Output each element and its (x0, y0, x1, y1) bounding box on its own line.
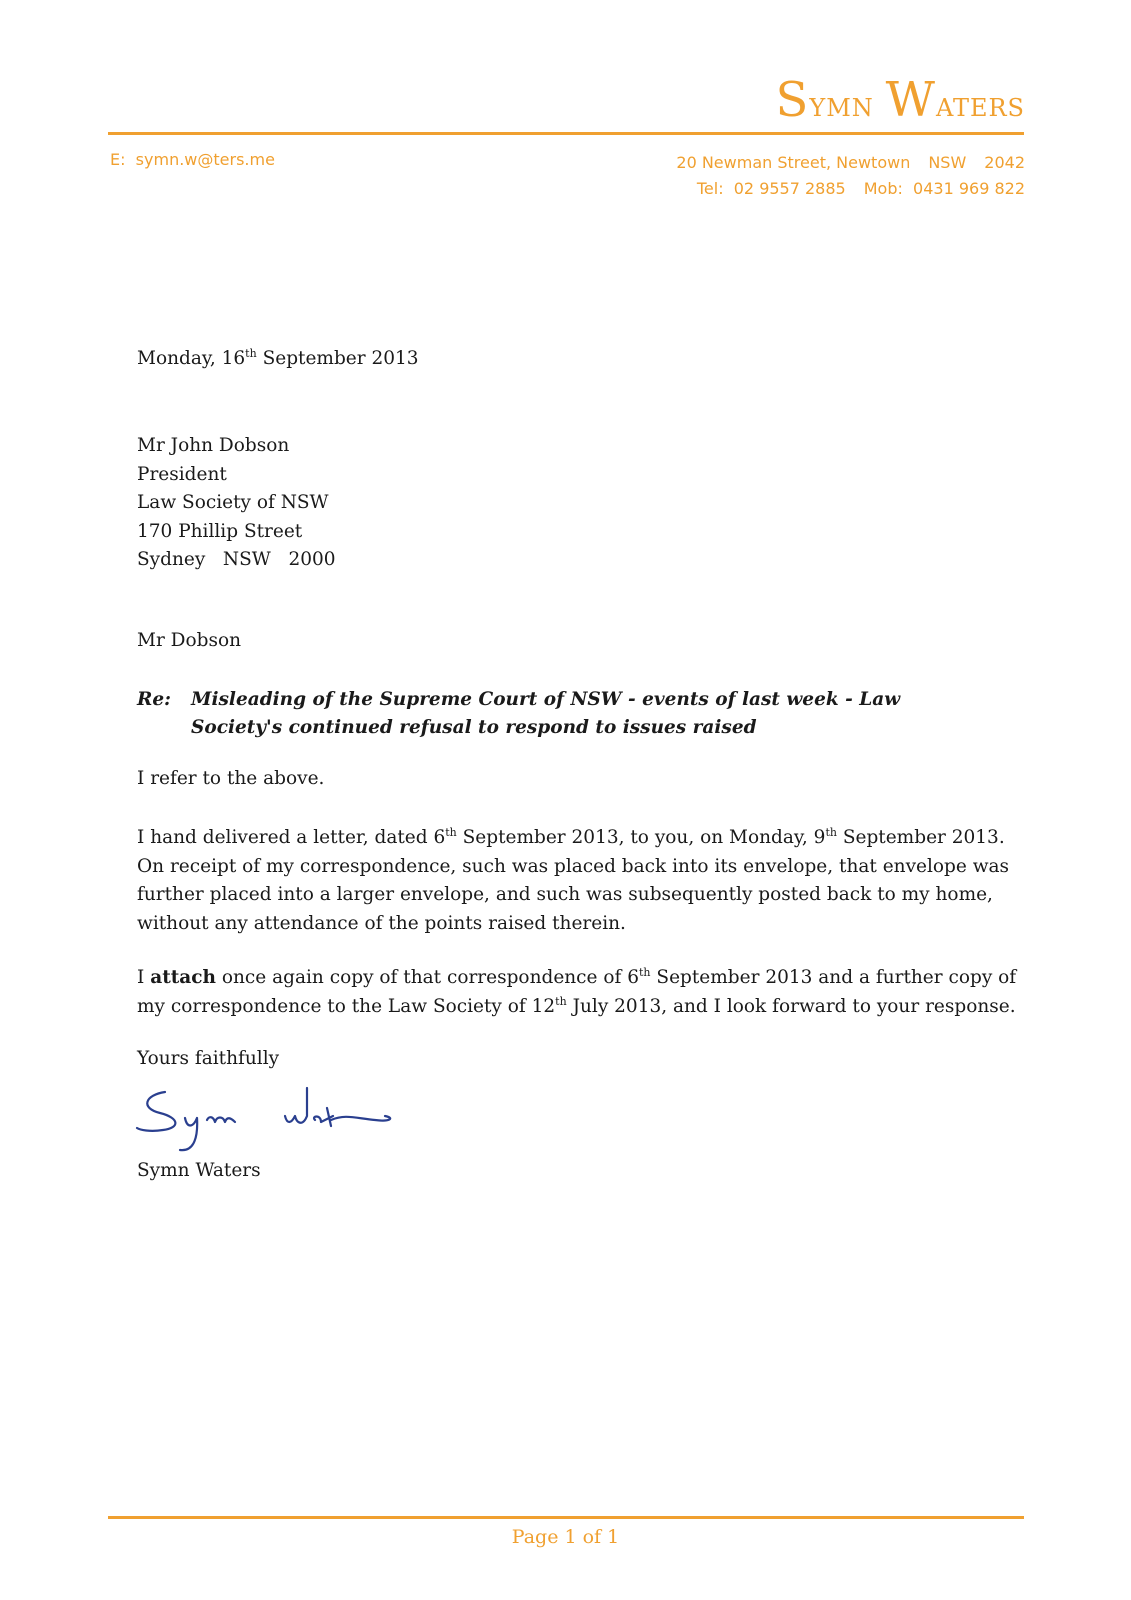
page-number: Page 1 of 1 (511, 1526, 620, 1548)
recipient-name: Mr John Dobson (137, 435, 290, 456)
recipient-org: Law Society of NSW (137, 492, 329, 513)
subject-text: Misleading of the Supreme Court of NSW - events of last week - Law Society's continued refusal to respond to issues raised (191, 689, 901, 738)
address-line (676, 150, 1025, 176)
sup: th (445, 825, 457, 839)
recipient-street: 170 Phillip Street (137, 520, 303, 542)
paragraph-1: I refer to the above. (137, 768, 325, 789)
paragraph-3 (137, 964, 1017, 1021)
postcode: 2042 (984, 153, 1025, 172)
email-label: E: (110, 150, 126, 169)
footer-divider (108, 1516, 1024, 1519)
closing: Yours faithfully (137, 1048, 280, 1069)
date-sup: th (245, 346, 257, 360)
recipient-address (137, 432, 1017, 575)
header-divider (108, 132, 1024, 135)
subject-label: Re: (137, 689, 171, 710)
sup: th (825, 825, 837, 839)
recipient-city: Sydney NSW 2000 (137, 549, 336, 570)
text: I hand delivered a letter, dated 6 (137, 827, 446, 848)
name-initial-first: S (775, 72, 810, 128)
phone-line (676, 176, 1025, 202)
letterhead-address (676, 150, 1025, 202)
text: July 2013, and I look forward to your response. (566, 995, 1016, 1017)
sup: th (555, 994, 567, 1008)
recipient-title: President (137, 463, 227, 485)
mob-label: Mob: (863, 179, 903, 198)
text: once again copy of that correspondence of 6 (215, 967, 640, 988)
email-address: symn.w@ters.me (135, 150, 275, 169)
tel-label: Tel: (696, 179, 724, 198)
date-prefix: Monday, 16 (137, 348, 246, 369)
tel-number: 02 9557 2885 (733, 179, 846, 198)
bold-text: attach (150, 967, 216, 988)
text: September 2013, to you, on Monday, 9 (456, 827, 826, 848)
street-address: 20 Newman Street, Newtown (676, 153, 911, 172)
signature-name: Symn Waters (137, 1160, 261, 1181)
subject-line (137, 686, 1017, 742)
paragraph-2 (137, 824, 1017, 938)
letterhead-name (775, 72, 1025, 128)
name-rest-first: ymn (809, 85, 874, 125)
letter-date (137, 348, 1017, 369)
date-suffix: September 2013 (256, 348, 419, 369)
state: NSW (928, 153, 967, 172)
sup: th (639, 965, 651, 979)
text: I (137, 967, 151, 988)
name-rest-last: aters (935, 85, 1025, 125)
text: September 2013 and a further copy of my correspondence to the Law Society of 12 (137, 967, 1017, 1017)
letterhead-email (110, 150, 275, 169)
salutation: Mr Dobson (137, 630, 242, 651)
handwritten-signature (135, 1080, 435, 1170)
mob-number: 0431 969 822 (913, 179, 1025, 198)
text: September 2013. On receipt of my correspondence, such was placed back into its envelope, that envelope was further placed into a larger envelope, and such was subsequently posted back to my home, without any attendance of the points raised therein. (137, 827, 1010, 934)
name-initial-last: W (885, 72, 936, 128)
